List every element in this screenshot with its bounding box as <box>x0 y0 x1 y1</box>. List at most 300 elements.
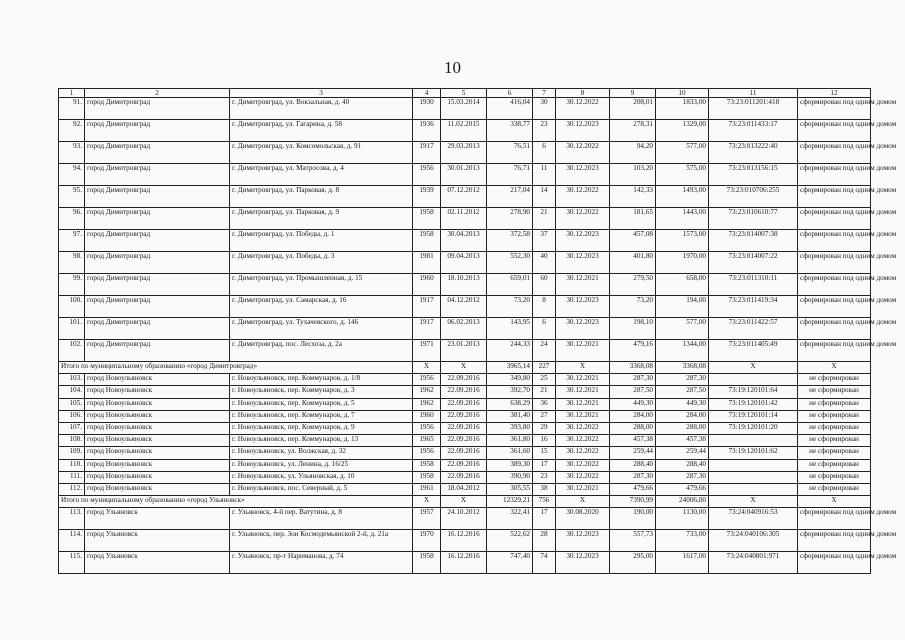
cell-cadastral-number: 73:19:120101:42 <box>709 398 798 410</box>
cell-relocation-date: X <box>556 496 610 508</box>
cell-address: г. Новоульяновск, ул. Ульяновская, д. 10 <box>230 471 413 483</box>
cell-area: 217,04 <box>487 186 533 208</box>
cell-area-10: 575,00 <box>656 164 709 186</box>
cell-land-status: сформирован под одним домом <box>798 208 871 230</box>
cell-area-10: 24006,00 <box>656 496 709 508</box>
table-row <box>59 186 871 208</box>
cell-area-9: 7390,99 <box>610 496 656 508</box>
cell-address: г. Димитровград, ул. Матросова, д. 4 <box>230 164 413 186</box>
cell-relocation-date: 30.12.2022 <box>556 435 610 447</box>
cell-address: г. Димитровград, ул. Парковая, д. 9 <box>230 208 413 230</box>
cell-address: г. Новоульяновск, пер. Коммунаров, д. 13 <box>230 435 413 447</box>
cell-address: г. Димитровград, пос. Лесхоза, д. 2а <box>230 340 413 362</box>
cell-residents: 24 <box>533 340 556 362</box>
cell-address: г. Димитровград, ул. Гагарина, д. 58 <box>230 120 413 142</box>
cell-area-10: 457,38 <box>656 435 709 447</box>
cell-municipality: город Новоульяновск <box>85 374 230 386</box>
cell-area-9: 457,08 <box>610 230 656 252</box>
column-header: 1 <box>59 89 85 98</box>
cell-date: 07.12.2012 <box>441 186 487 208</box>
table-row <box>59 208 871 230</box>
cell-municipality: город Димитровград <box>85 98 230 120</box>
cell-date: 22.09.2016 <box>441 471 487 483</box>
cell-area-10: 1833,00 <box>656 98 709 120</box>
cell-year: 1958 <box>413 552 441 574</box>
cell-area-9: 288,40 <box>610 459 656 471</box>
cell-municipality: город Новоульяновск <box>85 386 230 398</box>
cell-area-9: 287,30 <box>610 471 656 483</box>
cell-area-9: 295,00 <box>610 552 656 574</box>
cell-year: 1961 <box>413 483 441 495</box>
cell-row-number: 112. <box>59 483 85 495</box>
table-row <box>59 483 871 495</box>
page-number: 10 <box>444 58 461 77</box>
cell-land-status: не сформирован <box>798 483 871 495</box>
cell-row-number: 99. <box>59 274 85 296</box>
cell-municipality: город Ульяновск <box>85 530 230 552</box>
cell-address: г. Димитровград, ул. Самарская, д. 16 <box>230 296 413 318</box>
cell-date: 09.04.2013 <box>441 252 487 274</box>
cell-area: 76,51 <box>487 142 533 164</box>
cell-year: 1956 <box>413 164 441 186</box>
column-header: 6 <box>487 89 533 98</box>
cell-residents: 6 <box>533 142 556 164</box>
cell-land-status: сформирован под одним домом <box>798 164 871 186</box>
cell-year: 1936 <box>413 120 441 142</box>
cell-area-9: 259,44 <box>610 447 656 459</box>
cell-cadastral-number: 73:23:013222:40 <box>709 142 798 164</box>
cell-area: 381,40 <box>487 410 533 422</box>
cell-cadastral-number: X <box>709 362 798 374</box>
cell-area: 73,20 <box>487 296 533 318</box>
cell-row-number: 96. <box>59 208 85 230</box>
cell-cadastral-number: 73:23:013156:15 <box>709 164 798 186</box>
cell-year: 1970 <box>413 530 441 552</box>
cell-date: X <box>441 496 487 508</box>
cell-municipality: город Новоульяновск <box>85 410 230 422</box>
cell-relocation-date: 30.12.2021 <box>556 340 610 362</box>
cell-area-9: 479,66 <box>610 483 656 495</box>
table-row <box>59 398 871 410</box>
cell-date: 22.09.2016 <box>441 386 487 398</box>
cell-area-9: 73,20 <box>610 296 656 318</box>
column-header: 8 <box>556 89 610 98</box>
housing-register-table <box>58 88 897 574</box>
cell-date: 23.01.2013 <box>441 340 487 362</box>
cell-year: 1981 <box>413 252 441 274</box>
cell-municipality: город Новоульяновск <box>85 398 230 410</box>
cell-area-9: 284,00 <box>610 410 656 422</box>
column-number-row <box>59 89 871 98</box>
table-row <box>59 230 871 252</box>
cell-date: 29.03.2013 <box>441 142 487 164</box>
cell-land-status: не сформирован <box>798 410 871 422</box>
cell-area-10: 733,00 <box>656 530 709 552</box>
cell-land-status: сформирован под одним домом <box>798 340 871 362</box>
cell-area-10: 577,00 <box>656 142 709 164</box>
cell-land-status: X <box>798 496 871 508</box>
cell-land-status: сформирован под одним домом <box>798 120 871 142</box>
cell-date: 22.09.2016 <box>441 398 487 410</box>
cell-residents: 27 <box>533 410 556 422</box>
cell-year: 1956 <box>413 422 441 434</box>
cell-year: 1930 <box>413 98 441 120</box>
cell-row-number: 113. <box>59 508 85 530</box>
cell-residents: 227 <box>533 362 556 374</box>
cell-year: 1971 <box>413 340 441 362</box>
cell-cadastral-number: 73:23:011405:49 <box>709 340 798 362</box>
cell-residents: 21 <box>533 208 556 230</box>
cell-cadastral-number: 73:23:014007:22 <box>709 252 798 274</box>
cell-year: 1960 <box>413 410 441 422</box>
cell-address: г. Димитровград, ул. Промышленная, д. 15 <box>230 274 413 296</box>
cell-residents: 17 <box>533 508 556 530</box>
cell-date: 22.09.2016 <box>441 459 487 471</box>
cell-date: 04.12.2012 <box>441 296 487 318</box>
cell-relocation-date: 30.12.2023 <box>556 252 610 274</box>
total-label: Итого по муниципальному образованию «город Ульяновск» <box>59 496 413 508</box>
cell-area: 244,33 <box>487 340 533 362</box>
cell-area-9: 457,38 <box>610 435 656 447</box>
cell-area: 361,80 <box>487 435 533 447</box>
cell-area-9: 479,16 <box>610 340 656 362</box>
table-row <box>59 386 871 398</box>
cell-land-status: не сформирован <box>798 435 871 447</box>
table-row <box>59 296 871 318</box>
cell-land-status: сформирован под одним домом <box>798 296 871 318</box>
cell-area-10: 194,00 <box>656 296 709 318</box>
cell-residents: 23 <box>533 120 556 142</box>
cell-cadastral-number: X <box>709 496 798 508</box>
cell-row-number: 108. <box>59 435 85 447</box>
cell-relocation-date: 30.12.2022 <box>556 142 610 164</box>
table-row <box>59 142 871 164</box>
table-row <box>59 318 871 340</box>
cell-year: 1957 <box>413 508 441 530</box>
cell-municipality: город Ульяновск <box>85 508 230 530</box>
cell-residents: 16 <box>533 435 556 447</box>
cell-date: 18.04.2012 <box>441 483 487 495</box>
cell-date: 22.09.2016 <box>441 422 487 434</box>
cell-date: 22.09.2016 <box>441 447 487 459</box>
cell-row-number: 100. <box>59 296 85 318</box>
cell-municipality: город Новоульяновск <box>85 422 230 434</box>
table-row <box>59 508 871 530</box>
cell-land-status: сформирован под одним домом <box>798 274 871 296</box>
cell-area: 338,77 <box>487 120 533 142</box>
table-row <box>59 447 871 459</box>
cell-cadastral-number: 73:24:040801:971 <box>709 552 798 574</box>
cell-area-9: 142,33 <box>610 186 656 208</box>
cell-residents: 29 <box>533 422 556 434</box>
cell-row-number: 104. <box>59 386 85 398</box>
cell-area: 361,60 <box>487 447 533 459</box>
cell-relocation-date: 30.12.2022 <box>556 447 610 459</box>
cell-cadastral-number <box>709 471 798 483</box>
cell-row-number: 98. <box>59 252 85 274</box>
cell-residents: 36 <box>533 398 556 410</box>
cell-row-number: 111. <box>59 471 85 483</box>
cell-row-number: 92. <box>59 120 85 142</box>
cell-row-number: 109. <box>59 447 85 459</box>
cell-area-10: 1443,00 <box>656 208 709 230</box>
cell-land-status: сформирован под одним домом <box>798 508 871 530</box>
cell-row-number: 94. <box>59 164 85 186</box>
cell-residents: 8 <box>533 296 556 318</box>
cell-relocation-date: 30.12.2021 <box>556 374 610 386</box>
cell-year: 1960 <box>413 274 441 296</box>
table-row <box>59 274 871 296</box>
cell-area: 372,58 <box>487 230 533 252</box>
cell-municipality: город Новоульяновск <box>85 435 230 447</box>
table-row <box>59 530 871 552</box>
cell-area: 659,01 <box>487 274 533 296</box>
cell-area-9: 279,50 <box>610 274 656 296</box>
cell-date: 30.04.2013 <box>441 230 487 252</box>
column-header: 10 <box>656 89 709 98</box>
cell-residents: 74 <box>533 552 556 574</box>
cell-residents: 11 <box>533 164 556 186</box>
cell-land-status: X <box>798 362 871 374</box>
column-header: 12 <box>798 89 871 98</box>
cell-area-9: 190,00 <box>610 508 656 530</box>
column-header: 3 <box>230 89 413 98</box>
cell-area-10: 1970,00 <box>656 252 709 274</box>
cell-relocation-date: 30.12.2021 <box>556 274 610 296</box>
cell-residents: 30 <box>533 98 556 120</box>
cell-row-number: 107. <box>59 422 85 434</box>
total-label: Итого по муниципальному образованию «город Димитровград» <box>59 362 413 374</box>
cell-address: г. Новоульяновск, пер. Коммунаров, д. 7 <box>230 410 413 422</box>
table-row <box>59 252 871 274</box>
cell-address: г. Новоульяновск, пер. Коммунаров, д. 5 <box>230 398 413 410</box>
cell-land-status: не сформирован <box>798 398 871 410</box>
cell-area-10: 1344,00 <box>656 340 709 362</box>
cell-date: 22.09.2016 <box>441 374 487 386</box>
cell-area: 143,95 <box>487 318 533 340</box>
cell-cadastral-number: 73:23:011419:34 <box>709 296 798 318</box>
cell-year: 1917 <box>413 142 441 164</box>
table-row <box>59 374 871 386</box>
cell-land-status: не сформирован <box>798 422 871 434</box>
cell-address: г. Новоульяновск, пер. Коммунаров, д. 9 <box>230 422 413 434</box>
cell-relocation-date: 30.12.2023 <box>556 318 610 340</box>
cell-municipality: город Димитровград <box>85 142 230 164</box>
cell-relocation-date: 30.12.2021 <box>556 410 610 422</box>
table-row <box>59 164 871 186</box>
column-header: 7 <box>533 89 556 98</box>
cell-year: 1958 <box>413 471 441 483</box>
total-row <box>59 362 871 374</box>
cell-relocation-date: 30.12.2021 <box>556 398 610 410</box>
cell-area-9: 449,30 <box>610 398 656 410</box>
cell-area: 522,62 <box>487 530 533 552</box>
cell-area-9: 3368,08 <box>610 362 656 374</box>
cell-area-9: 278,31 <box>610 120 656 142</box>
cell-relocation-date: 30.12.2023 <box>556 552 610 574</box>
cell-date: 30.01.2013 <box>441 164 487 186</box>
cell-cadastral-number <box>709 459 798 471</box>
cell-row-number: 103. <box>59 374 85 386</box>
cell-address: г. Димитровград, ул. Комсомольская, д. 91 <box>230 142 413 164</box>
cell-row-number: 93. <box>59 142 85 164</box>
column-header: 2 <box>85 89 230 98</box>
table-row <box>59 552 871 574</box>
cell-municipality: город Димитровград <box>85 274 230 296</box>
cell-cadastral-number: 73:19:120101:64 <box>709 386 798 398</box>
cell-municipality: город Димитровград <box>85 252 230 274</box>
cell-municipality: город Димитровград <box>85 186 230 208</box>
table-row <box>59 471 871 483</box>
cell-area: 392,70 <box>487 386 533 398</box>
cell-municipality: город Новоульяновск <box>85 459 230 471</box>
cell-area-10: 479,66 <box>656 483 709 495</box>
cell-area-10: 1329,00 <box>656 120 709 142</box>
cell-land-status: сформирован под одним домом <box>798 186 871 208</box>
cell-area: 747,40 <box>487 552 533 574</box>
cell-date: 24.10.2012 <box>441 508 487 530</box>
cell-area-9: 103,20 <box>610 164 656 186</box>
cell-year: 1958 <box>413 230 441 252</box>
cell-land-status: не сформирован <box>798 447 871 459</box>
cell-row-number: 115. <box>59 552 85 574</box>
cell-area-10: 287,30 <box>656 471 709 483</box>
cell-cadastral-number: 73:24:040916:53 <box>709 508 798 530</box>
cell-residents: 14 <box>533 186 556 208</box>
cell-date: 06.02.2013 <box>441 318 487 340</box>
cell-date: 16.12.2016 <box>441 552 487 574</box>
cell-cadastral-number: 73:24:040106:305 <box>709 530 798 552</box>
cell-cadastral-number <box>709 374 798 386</box>
cell-residents: 756 <box>533 496 556 508</box>
cell-municipality: город Новоульяновск <box>85 471 230 483</box>
cell-area-9: 94,20 <box>610 142 656 164</box>
cell-relocation-date: 30.12.2022 <box>556 422 610 434</box>
table-row <box>59 435 871 447</box>
cell-residents: 21 <box>533 386 556 398</box>
cell-cadastral-number <box>709 435 798 447</box>
cell-relocation-date: 30.12.2022 <box>556 459 610 471</box>
cell-area-9: 198,10 <box>610 318 656 340</box>
cell-relocation-date: X <box>556 362 610 374</box>
cell-area-9: 557,73 <box>610 530 656 552</box>
cell-cadastral-number: 73:23:011433:17 <box>709 120 798 142</box>
cell-residents: 23 <box>533 471 556 483</box>
cell-municipality: город Димитровград <box>85 296 230 318</box>
cell-cadastral-number: 73:23:010610:77 <box>709 208 798 230</box>
cell-address: г. Новоульяновск, пер. Коммунаров, д. 1/8 <box>230 374 413 386</box>
cell-area-9: 401,80 <box>610 252 656 274</box>
cell-area: 389,30 <box>487 459 533 471</box>
cell-municipality: город Новоульяновск <box>85 447 230 459</box>
cell-land-status: не сформирован <box>798 374 871 386</box>
cell-year: X <box>413 496 441 508</box>
cell-residents: 37 <box>533 230 556 252</box>
cell-address: г. Новоульяновск, пос. Северный, д. 5 <box>230 483 413 495</box>
cell-land-status: сформирован под одним домом <box>798 98 871 120</box>
cell-relocation-date: 30.12.2023 <box>556 230 610 252</box>
cell-residents: 60 <box>533 274 556 296</box>
cell-area-10: 287,30 <box>656 374 709 386</box>
cell-address: г. Ульяновск, пер. Зои Космодемьянской 2-й, д. 21а <box>230 530 413 552</box>
cell-land-status: не сформирован <box>798 459 871 471</box>
cell-relocation-date: 30.12.2022 <box>556 208 610 230</box>
cell-relocation-date: 30.12.2023 <box>556 120 610 142</box>
cell-land-status: сформирован под одним домом <box>798 552 871 574</box>
cell-address: г. Димитровград, ул. Вокзальная, д. 40 <box>230 98 413 120</box>
cell-relocation-date: 30.12.2022 <box>556 98 610 120</box>
cell-cadastral-number: 73:23:010706:255 <box>709 186 798 208</box>
cell-year: 1958 <box>413 459 441 471</box>
cell-row-number: 105. <box>59 398 85 410</box>
cell-area-9: 287,50 <box>610 386 656 398</box>
cell-area-10: 3368,08 <box>656 362 709 374</box>
cell-area-10: 1130,00 <box>656 508 709 530</box>
total-row <box>59 496 871 508</box>
cell-area-9: 288,00 <box>610 422 656 434</box>
cell-relocation-date: 30.12.2021 <box>556 386 610 398</box>
cell-year: X <box>413 362 441 374</box>
cell-area-10: 1493,00 <box>656 186 709 208</box>
column-header: 11 <box>709 89 798 98</box>
cell-area: 390,90 <box>487 471 533 483</box>
cell-cadastral-number: 73:19:120101:62 <box>709 447 798 459</box>
cell-date: 22.09.2016 <box>441 410 487 422</box>
cell-area-10: 284,00 <box>656 410 709 422</box>
cell-area-10: 658,00 <box>656 274 709 296</box>
cell-relocation-date: 30.12.2023 <box>556 530 610 552</box>
cell-relocation-date: 30.12.2023 <box>556 164 610 186</box>
cell-row-number: 101. <box>59 318 85 340</box>
cell-relocation-date: 30.12.2022 <box>556 186 610 208</box>
cell-address: г. Новоульяновск, ул. Волжская, д. 32 <box>230 447 413 459</box>
cell-cadastral-number: 73:19:120101:20 <box>709 422 798 434</box>
cell-date: 18.10.2013 <box>441 274 487 296</box>
cell-area-9: 208,01 <box>610 98 656 120</box>
cell-area-10: 449,30 <box>656 398 709 410</box>
cell-row-number: 114. <box>59 530 85 552</box>
table-row <box>59 120 871 142</box>
cell-municipality: город Димитровград <box>85 230 230 252</box>
cell-area: 305,55 <box>487 483 533 495</box>
cell-address: г. Димитровград, ул. Победы, д. 1 <box>230 230 413 252</box>
cell-land-status: сформирован под одним домом <box>798 230 871 252</box>
column-header: 4 <box>413 89 441 98</box>
cell-area: 278,90 <box>487 208 533 230</box>
table-row <box>59 98 871 120</box>
cell-area-9: 181,65 <box>610 208 656 230</box>
cell-relocation-date: 30.08.2020 <box>556 508 610 530</box>
cell-address: г. Димитровград, ул. Тухачевского, д. 146 <box>230 318 413 340</box>
cell-date: 22.09.2016 <box>441 435 487 447</box>
cell-residents: 28 <box>533 530 556 552</box>
cell-year: 1962 <box>413 398 441 410</box>
cell-area: 416,04 <box>487 98 533 120</box>
cell-cadastral-number: 73:19:120101:14 <box>709 410 798 422</box>
table-row <box>59 422 871 434</box>
cell-residents: 17 <box>533 459 556 471</box>
cell-residents: 38 <box>533 483 556 495</box>
cell-area-10: 1617,00 <box>656 552 709 574</box>
cell-area: 393,80 <box>487 422 533 434</box>
column-header: 5 <box>441 89 487 98</box>
cell-address: г. Ульяновск, 4-й пер. Ватутина, д. 8 <box>230 508 413 530</box>
cell-municipality: город Димитровград <box>85 318 230 340</box>
cell-address: г. Новоульяновск, ул. Ленина, д. 16/25 <box>230 459 413 471</box>
cell-area: 76,71 <box>487 164 533 186</box>
cell-date: 16.12.2016 <box>441 530 487 552</box>
cell-land-status: сформирован под одним домом <box>798 142 871 164</box>
